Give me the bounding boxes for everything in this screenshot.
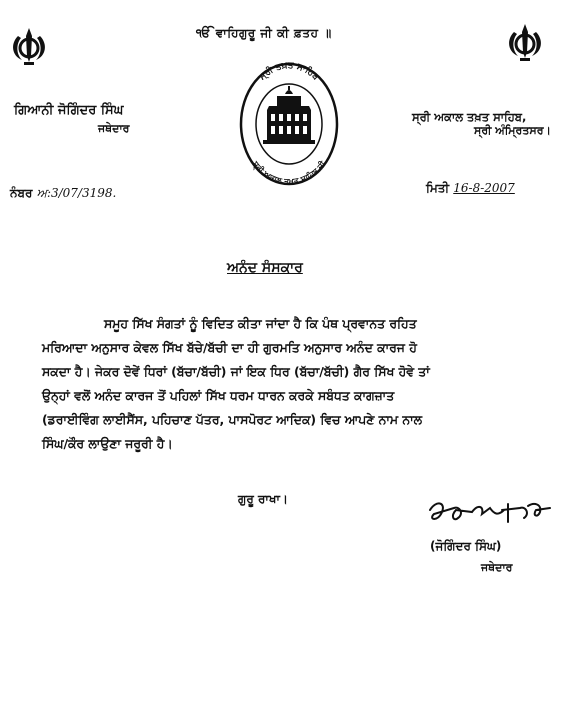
seal-text-bottom: ਸ੍ਰੀ ਅਕਾਲ ਤਖ਼ਤ ਸਾਹਿਬ ਜੀ	[250, 159, 328, 187]
handwritten-signature	[424, 496, 554, 530]
sender-title: ਜਥੇਦਾਰ	[98, 122, 130, 135]
letter-body	[42, 312, 556, 456]
body-line: ਉਨ੍ਹਾਂ ਵਲੋਂ ਅਨੰਦ ਕਾਰਜ ਤੋਂ ਪਹਿਲਾਂ ਸਿੱਖ ਧਰਮ ਧਾਰਨ ਕਰਕੇ ਸਬੰਧਤ ਕਾਗਜ਼ਾਤ	[42, 388, 395, 403]
closing-salutation: ਗੁਰੂ ਰਾਖਾ।	[238, 492, 288, 506]
reference-number	[10, 186, 116, 201]
akal-takht-seal	[233, 56, 345, 188]
body-line: (ਡਰਾਈਵਿੰਗ ਲਾਈਸੈਂਸ, ਪਹਿਚਾਣ ਪੱਤਰ, ਪਾਸਪੋਰਟ ਆਦਿਕ) ਵਿਚ ਆਪਣੇ ਨਾਮ ਨਾਲ	[42, 412, 423, 427]
date-label: ਮਿਤੀ	[426, 181, 450, 195]
svg-text:ਸ੍ਰੀ ਤਖ਼ਤ ਸਾਹਿਬ	[257, 61, 321, 84]
body-line: ਸਮੂਹ ਸਿੱਖ ਸੰਗਤਾਂ ਨੂੰ ਵਿਦਿਤ ਕੀਤਾ ਜਾਂਦਾ ਹੈ ਕਿ ਪੰਥ ਪ੍ਰਵਾਨਤ ਰਹਿਤ	[104, 316, 417, 331]
office-name: ਸ੍ਰੀ ਅਕਾਲ ਤਖ਼ਤ ਸਾਹਿਬ,	[412, 110, 527, 124]
office-city: ਸ੍ਰੀ ਅੰਮ੍ਰਿਤਸਰ।	[474, 124, 551, 137]
signatory-name: (ਜੋਗਿੰਦਰ ਸਿੰਘ)	[430, 539, 502, 553]
letter-heading: ਅਨੰਦ ਸੰਸਕਾਰ	[227, 260, 303, 276]
reference-label: ਨੰਬਰ	[10, 186, 33, 200]
khanda-icon	[506, 22, 544, 64]
seal-text-top: ਸ੍ਰੀ ਤਖ਼ਤ ਸਾਹਿਬ	[257, 60, 321, 83]
sender-name: ਗਿਆਨੀ ਜੋਗਿੰਦਰ ਸਿੰਘ	[14, 103, 124, 118]
letter-date	[426, 181, 515, 196]
svg-text:ਸ੍ਰੀ ਅਕਾਲ ਤਖ਼ਤ ਸਾਹਿਬ ਜੀ	[249, 158, 327, 186]
signatory-title: ਜਥੇਦਾਰ	[481, 561, 513, 574]
body-line: ਸਿੰਘ/ਕੌਰ ਲਾਉਣਾ ਜਰੂਰੀ ਹੈ।	[42, 436, 173, 451]
reference-value: ਅ:3/07/3198.	[36, 186, 117, 200]
khanda-icon	[10, 26, 48, 68]
date-value: 16-8-2007	[453, 181, 515, 195]
invocation-line: ੴ ਵਾਹਿਗੁਰੂ ਜੀ ਕੀ ਫ਼ਤਹ ॥	[196, 26, 332, 40]
body-line: ਮਰਿਆਦਾ ਅਨੁਸਾਰ ਕੇਵਲ ਸਿੱਖ ਬੱਚੇ/ਬੱਚੀ ਦਾ ਹੀ ਗੁਰਮਤਿ ਅਨੁਸਾਰ ਅਨੰਦ ਕਾਰਜ ਹੋ	[42, 340, 417, 355]
body-line: ਸਕਦਾ ਹੈ। ਜੇਕਰ ਦੋਵੇਂ ਧਿਰਾਂ (ਬੱਚਾ/ਬੱਚੀ) ਜਾਂ ਇਕ ਧਿਰ (ਬੱਚਾ/ਬੱਚੀ) ਗੈਰ ਸਿੱਖ ਹੋਵੇ ਤਾਂ	[42, 364, 430, 379]
